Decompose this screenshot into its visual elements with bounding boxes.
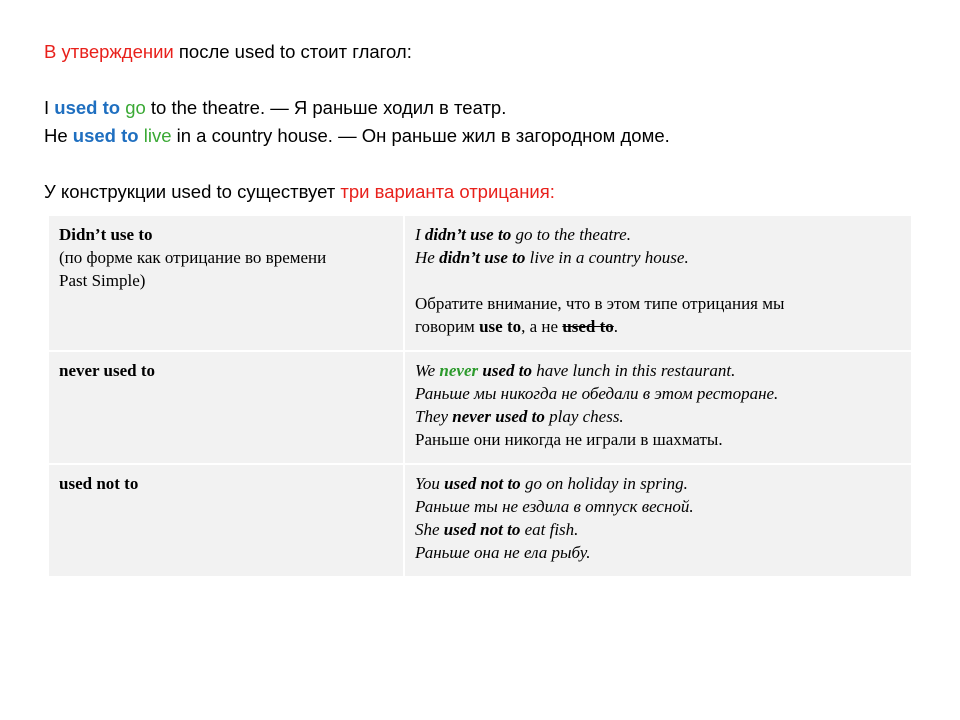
examples-cell	[404, 351, 911, 464]
rule-line	[44, 38, 924, 66]
table-row	[49, 216, 911, 351]
translation: Раньше она не ела рыбу.	[415, 543, 591, 562]
form-cell	[49, 464, 404, 577]
form-title: used not to	[59, 474, 139, 493]
rule-text: после used to стоит глагол:	[173, 41, 412, 62]
notice-text: Обратите внимание, что в этом типе отрицания мы	[415, 294, 785, 313]
example-line-1: I used to go to the theatre. — Я раньше ходил в театр.	[44, 97, 507, 118]
example-line-2: He used to live in a country house. — Он раньше жил в загородном доме.	[44, 125, 670, 146]
examples-cell	[404, 464, 911, 577]
strikethrough-text: used to	[562, 317, 614, 336]
table-row	[49, 351, 911, 464]
table-row	[49, 464, 911, 577]
verb-highlight: live	[143, 125, 172, 146]
example: You used not to go on holiday in spring.	[415, 474, 688, 493]
form-note: (по форме как отрицание во времени	[59, 248, 327, 267]
example: I didn’t use to go to the theatre.	[415, 225, 631, 244]
negation-highlight: три варианта отрицания:	[340, 181, 555, 202]
example: We never used to have lunch in this restaurant.	[415, 361, 736, 380]
translation: Раньше ты не ездила в отпуск весной.	[415, 497, 694, 516]
translation: Раньше мы никогда не обедали в этом ресторане.	[415, 384, 779, 403]
form-cell	[49, 216, 404, 351]
form-cell	[49, 351, 404, 464]
examples-cell	[404, 216, 911, 351]
used-to-highlight: used to	[54, 97, 121, 118]
example: They never used to play chess.	[415, 407, 624, 426]
negation-line: У конструкции used to существует три варианта отрицания:	[44, 181, 555, 202]
form-note: Past Simple)	[59, 271, 146, 290]
example: He didn’t use to live in a country house.	[415, 248, 689, 267]
form-title: Didn’t use to	[59, 225, 153, 244]
form-title: never used to	[59, 361, 156, 380]
negation-table	[49, 216, 911, 578]
example: She used not to eat fish.	[415, 520, 579, 539]
rule-highlight: В утверждении	[44, 41, 174, 62]
intro-text	[44, 38, 924, 206]
translation: Раньше они никогда не играли в шахматы.	[415, 430, 723, 449]
notice-text: говорим use to, а не used to.	[415, 317, 619, 336]
used-to-highlight: used to	[72, 125, 139, 146]
verb-highlight: go	[125, 97, 146, 118]
